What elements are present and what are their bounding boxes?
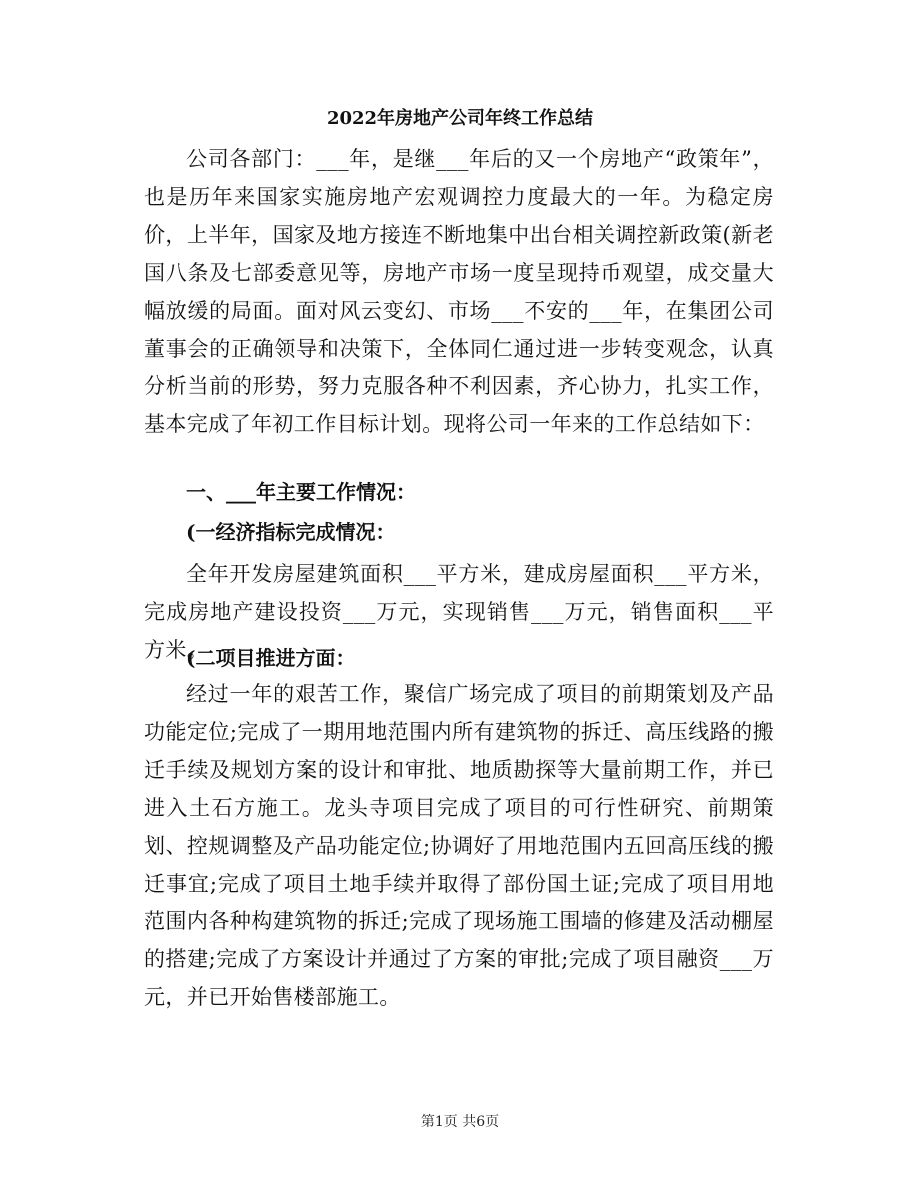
subsection-heading-project-progress: (二项目推进方面： bbox=[186, 646, 356, 670]
intro-paragraph: 公司各部门：___年，是继___年后的又一个房地产“政策年”，也是历年来国家实施房地产宏观调控力度最大的一年。为稳定房价，上半年，国家及地方接连不断地集中出台相关调控新政策(新老国八条及七部委意见等，房地产市场一度呈现持币观望，成交量大幅放缓的局面。面对风云变幻、市场___不安的___年，在集团公司董事会的正确领导和决策下，全体同仁通过进一步转变观念，认真分析当前的形势，努力克服各种不利因素，齐心协力，扎实工作，基本完成了年初工作目标计划。现将公司一年来的工作总结如下： bbox=[144, 147, 774, 437]
section-heading-main-work: 一、___年主要工作情况： bbox=[186, 480, 416, 504]
economic-indicators-paragraph: 全年开发房屋建筑面积___平方米，建成房屋面积___平方米，完成房地产建设投资___万元，实现销售___万元，销售面积___平方米。 bbox=[144, 562, 774, 662]
subsection-heading-economic-indicators: (一经济指标完成情况： bbox=[186, 520, 396, 544]
page-number-footer: 第1页 共6页 bbox=[420, 1114, 500, 1130]
project-progress-paragraph: 经过一年的艰苦工作，聚信广场完成了项目的前期策划及产品功能定位;完成了一期用地范围内所有建筑物的拆迁、高压线路的搬迁手续及规划方案的设计和审批、地质勘探等大量前期工作，并已进入土石方施工。龙头寺项目完成了项目的可行性研究、前期策划、控规调整及产品功能定位;协调好了用地范围内五回高压线的搬迁事宜;完成了项目土地手续并取得了部份国土证;完成了项目用地范围内各种构建筑物的拆迁;完成了现场施工围墙的修建及活动棚屋的搭建;完成了方案设计并通过了方案的审批;完成了项目融资___万元，并已开始售楼部施工。 bbox=[144, 682, 774, 1010]
document-title: 2022年房地产公司年终工作总结 bbox=[326, 108, 594, 129]
